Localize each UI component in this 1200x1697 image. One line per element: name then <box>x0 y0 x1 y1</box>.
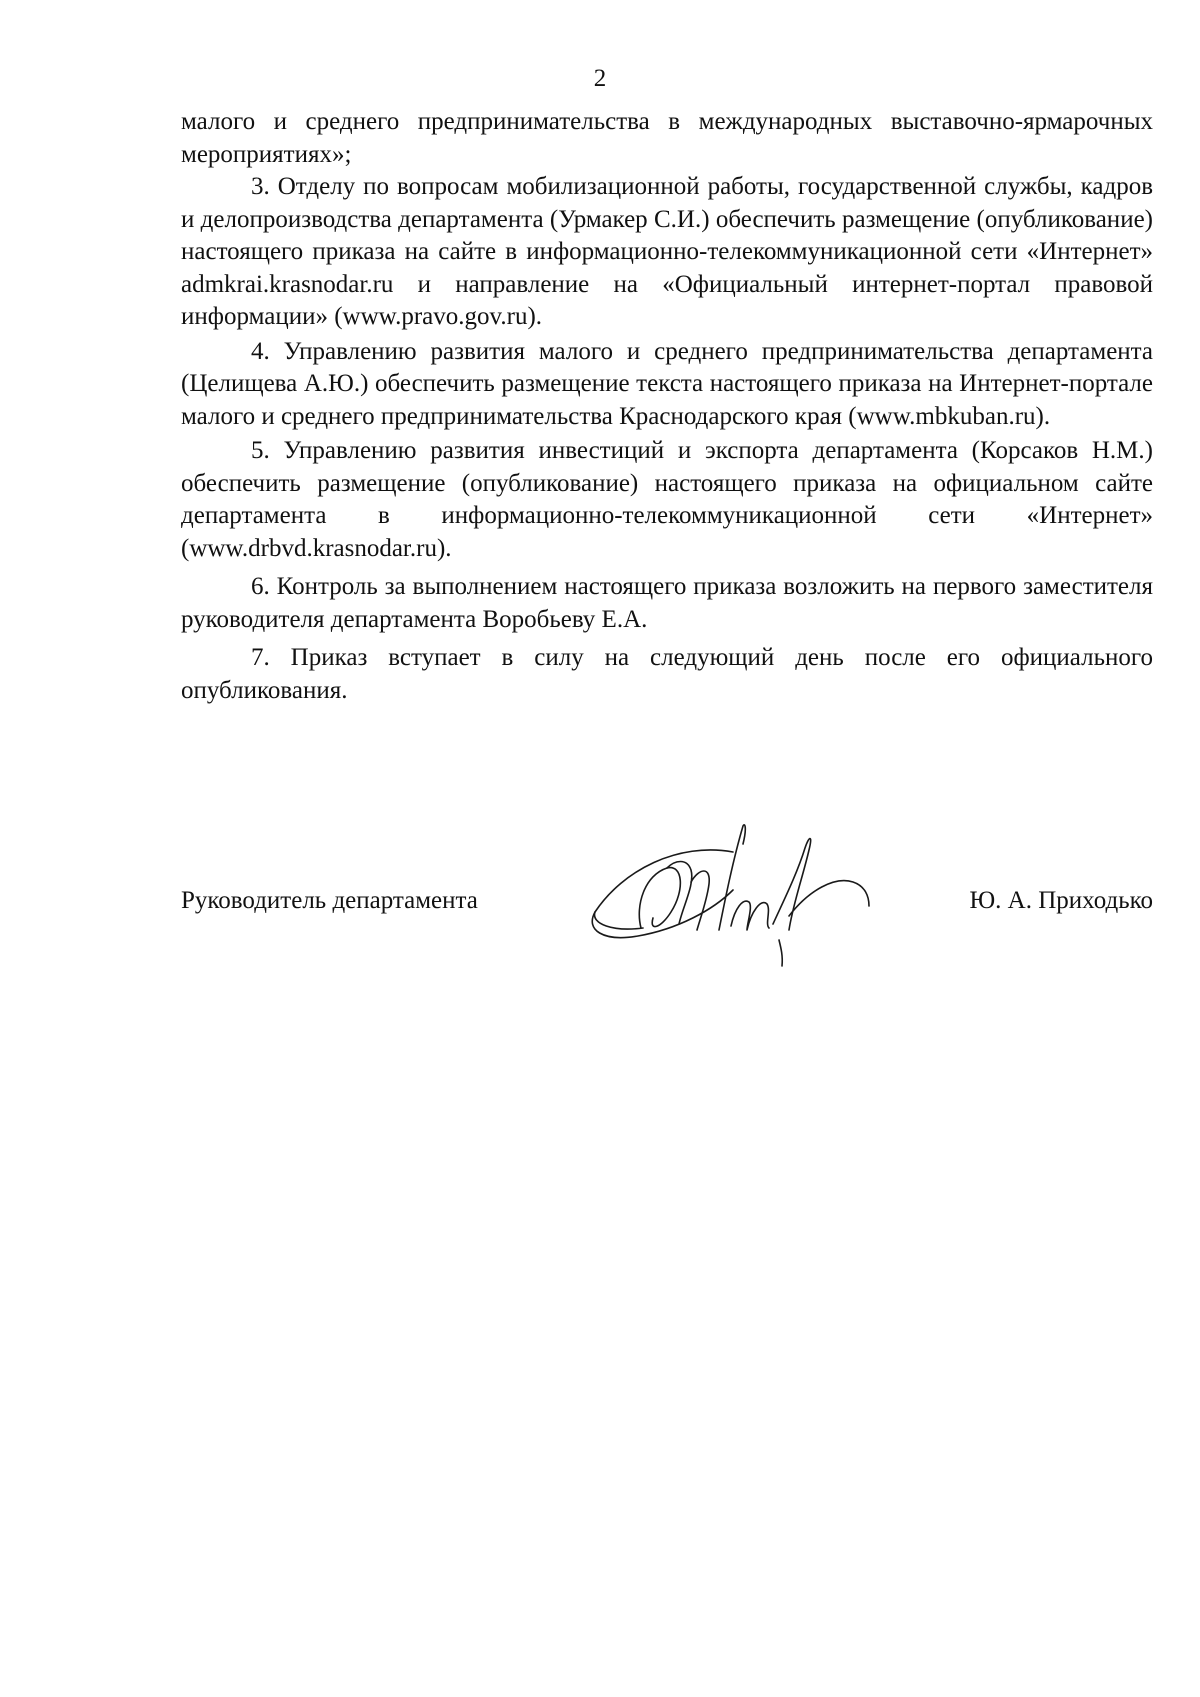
paragraph-item-7: 7. Приказ вступает в силу на следующий день после его официального опубликования. <box>181 644 1153 704</box>
signature-block <box>181 820 1153 970</box>
signer-name: Ю. А. Приходько <box>969 887 1153 914</box>
paragraph-item-5: 5. Управлению развития инвестиций и экспорта департамента (Корсаков Н.М.) обеспечить размещение (опубликование) настоящего приказа на официальном сайте департамента в информационно-телекоммуникационной сети «Интернет» (www.drbvd.krasnodar.ru). <box>181 437 1153 562</box>
handwritten-signature <box>583 820 883 970</box>
paragraph-item-4: 4. Управлению развития малого и среднего предпринимательства департамента (Целищева А.Ю.) обеспечить размещение текста настоящего приказа на Интернет-портале малого и среднего предпринимательства Краснодарского края (www.mbkuban.ru). <box>181 337 1153 430</box>
paragraph-continuation: малого и среднего предпринимательства в международных выставочно-ярмарочных мероприятиях»; <box>181 108 1153 168</box>
signer-position: Руководитель департамента <box>181 887 478 914</box>
document-body <box>181 106 1153 707</box>
paragraph-item-6: 6. Контроль за выполнением настоящего приказа возложить на первого заместителя руководителя департамента Воробьеву Е.А. <box>181 573 1153 633</box>
paragraph-item-3: 3. Отделу по вопросам мобилизационной работы, государственной службы, кадров и делопроизводства департамента (Урмакер С.И.) обеспечить размещение (опубликование) настоящего приказа на сайте в информационно-телекоммуникационной сети «Интернет» admkrai.krasnodar.ru и направление на «Официальный интернет-портал правовой информации» (www.pravo.gov.ru). <box>181 173 1153 330</box>
page-number: 2 <box>593 65 607 92</box>
